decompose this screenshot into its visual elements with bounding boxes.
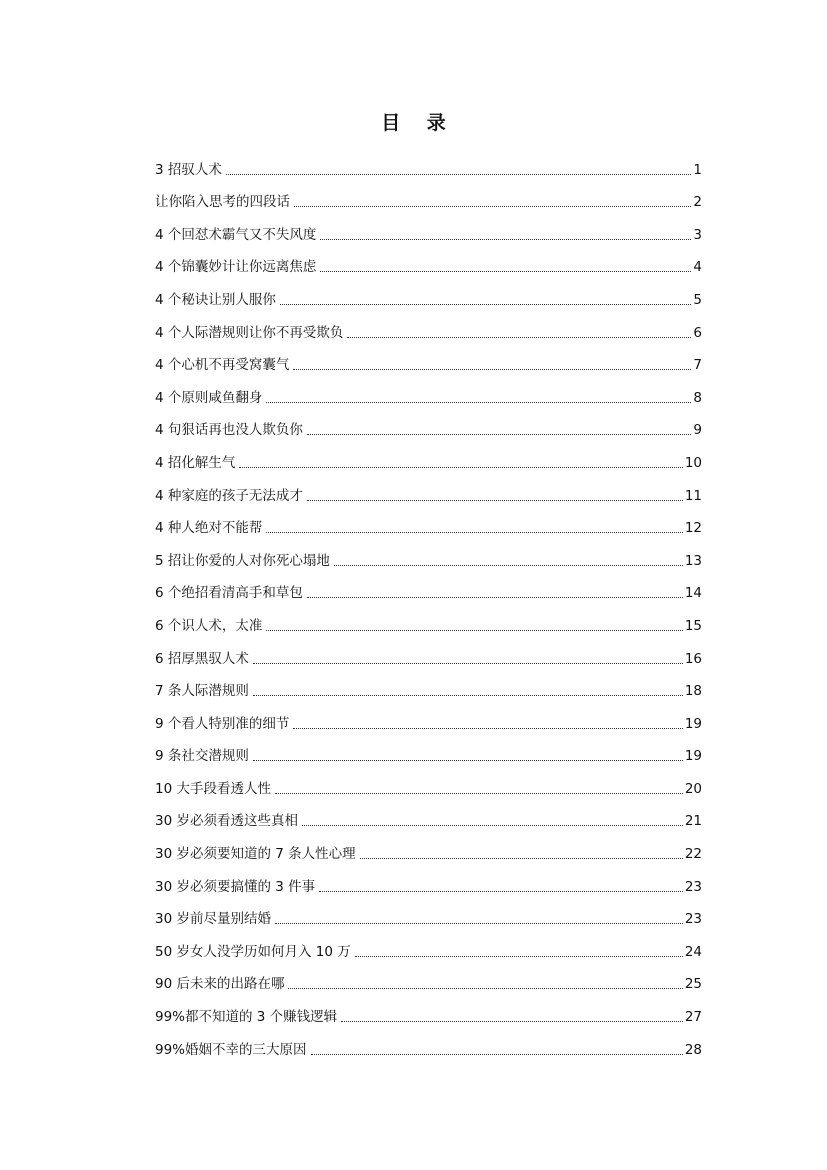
toc-entry-page-number: 27: [684, 1009, 702, 1026]
toc-entry-title: 90 后未来的出路在哪: [155, 976, 285, 993]
toc-entry[interactable]: [155, 604, 702, 637]
toc-entry[interactable]: [155, 832, 702, 865]
toc-entry[interactable]: [155, 539, 702, 572]
toc-entry-page-number: 2: [693, 194, 702, 211]
toc-entry-title: 4 个心机不再受窝囊气: [155, 357, 290, 374]
toc-entry-page-number: 23: [684, 878, 702, 895]
toc-entry-title: 9 个看人特别准的细节: [155, 715, 290, 732]
toc-entry[interactable]: [155, 963, 702, 996]
toc-entry-title: 4 种家庭的孩子无法成才: [155, 487, 303, 504]
toc-dot-leader: [293, 368, 691, 370]
toc-entry-page-number: 28: [684, 1041, 702, 1058]
toc-entry[interactable]: [155, 148, 702, 181]
toc-entry[interactable]: [155, 278, 702, 311]
toc-dot-leader: [294, 205, 691, 207]
toc-dot-leader: [253, 694, 683, 696]
toc-entry[interactable]: [155, 930, 702, 963]
toc-entry[interactable]: [155, 800, 702, 833]
toc-entry-title: 30 岁必须看透这些真相: [155, 813, 298, 830]
toc-entry[interactable]: [155, 409, 702, 442]
toc-entry-page-number: 23: [684, 911, 702, 928]
toc-entry-page-number: 4: [693, 259, 702, 276]
toc-dot-leader: [319, 890, 683, 892]
toc-entry-page-number: 24: [684, 943, 702, 960]
toc-entry-title: 30 岁必须要搞懂的 3 件事: [155, 878, 316, 895]
toc-entry-page-number: 15: [684, 617, 702, 634]
toc-entry-page-number: 8: [693, 389, 702, 406]
toc-dot-leader: [275, 922, 683, 924]
toc-list: [155, 148, 702, 1061]
toc-entry-page-number: 10: [684, 454, 702, 471]
toc-dot-leader: [280, 303, 692, 305]
toc-entry-title: 让你陷入思考的四段话: [155, 194, 290, 211]
toc-dot-leader: [302, 824, 683, 826]
toc-dot-leader: [239, 466, 682, 468]
toc-entry[interactable]: [155, 637, 702, 670]
toc-entry-title: 4 个回怼术霸气又不失风度: [155, 226, 317, 243]
toc-entry-page-number: 25: [684, 976, 702, 993]
toc-entry[interactable]: [155, 1028, 702, 1061]
toc-entry[interactable]: [155, 767, 702, 800]
toc-entry-page-number: 18: [684, 683, 702, 700]
toc-entry[interactable]: [155, 898, 702, 931]
toc-dot-leader: [360, 857, 683, 859]
toc-entry-page-number: 7: [693, 357, 702, 374]
toc-entry-title: 5 招让你爱的人对你死心塌地: [155, 552, 330, 569]
toc-entry[interactable]: [155, 181, 702, 214]
toc-entry-title: 4 个锦囊妙计让你远离焦虑: [155, 259, 317, 276]
toc-entry-page-number: 9: [693, 422, 702, 439]
toc-entry-page-number: 3: [693, 226, 702, 243]
toc-entry-title: 4 句狠话再也没人欺负你: [155, 422, 303, 439]
toc-entry[interactable]: [155, 474, 702, 507]
toc-dot-leader: [266, 401, 691, 403]
toc-entry-page-number: 21: [684, 813, 702, 830]
toc-dot-leader: [355, 955, 683, 957]
toc-entry-page-number: 20: [684, 780, 702, 797]
toc-entry[interactable]: [155, 213, 702, 246]
toc-entry-title: 6 个绝招看清高手和草包: [155, 585, 303, 602]
toc-entry-page-number: 6: [693, 324, 702, 341]
toc-dot-leader: [253, 662, 683, 664]
toc-dot-leader: [275, 792, 683, 794]
toc-entry-title: 4 个人际潜规则让你不再受欺负: [155, 324, 344, 341]
toc-entry[interactable]: [155, 507, 702, 540]
toc-entry-title: 3 招驭人术: [155, 161, 222, 178]
toc-title: 目 录: [381, 112, 456, 134]
toc-entry-title: 99%都不知道的 3 个赚钱逻辑: [155, 1009, 338, 1026]
toc-entry[interactable]: [155, 246, 702, 279]
toc-entry-page-number: 13: [684, 552, 702, 569]
toc-entry-title: 50 岁女人没学历如何月入 10 万: [155, 943, 351, 960]
toc-entry-title: 6 个识人术，太准: [155, 617, 263, 634]
toc-entry[interactable]: [155, 311, 702, 344]
toc-entry-title: 4 种人绝对不能帮: [155, 520, 263, 537]
toc-dot-leader: [288, 987, 682, 989]
toc-dot-leader: [311, 1053, 683, 1055]
toc-entry-title: 30 岁必须要知道的 7 条人性心理: [155, 846, 356, 863]
toc-entry-page-number: 1: [693, 161, 702, 178]
toc-entry-title: 4 个原则咸鱼翻身: [155, 389, 263, 406]
toc-entry-title: 9 条社交潜规则: [155, 748, 249, 765]
toc-entry-title: 30 岁前尽量别结婚: [155, 911, 271, 928]
toc-dot-leader: [320, 238, 691, 240]
toc-entry-page-number: 22: [684, 846, 702, 863]
toc-entry-title: 99%婚姻不幸的三大原因: [155, 1041, 307, 1058]
toc-entry[interactable]: [155, 670, 702, 703]
toc-dot-leader: [320, 270, 691, 272]
toc-entry-page-number: 19: [684, 748, 702, 765]
toc-entry-page-number: 11: [684, 487, 702, 504]
toc-dot-leader: [347, 336, 691, 338]
toc-dot-leader: [341, 1020, 683, 1022]
toc-dot-leader: [266, 531, 682, 533]
toc-entry-title: 10 大手段看透人性: [155, 780, 271, 797]
toc-entry-title: 7 条人际潜规则: [155, 683, 249, 700]
toc-entry-title: 6 招厚黑驭人术: [155, 650, 249, 667]
toc-entry-title: 4 招化解生气: [155, 454, 236, 471]
toc-dot-leader: [334, 564, 683, 566]
toc-entry[interactable]: [155, 865, 702, 898]
toc-entry-page-number: 19: [684, 715, 702, 732]
toc-entry-page-number: 5: [693, 291, 702, 308]
toc-entry-title: 4 个秘诀让别人服你: [155, 291, 276, 308]
toc-dot-leader: [307, 433, 692, 435]
toc-dot-leader: [226, 173, 692, 175]
toc-entry[interactable]: [155, 376, 702, 409]
toc-entry-page-number: 14: [684, 585, 702, 602]
toc-dot-leader: [307, 499, 683, 501]
toc-entry-page-number: 12: [684, 520, 702, 537]
toc-dot-leader: [293, 727, 682, 729]
toc-entry[interactable]: [155, 735, 702, 768]
toc-entry[interactable]: [155, 441, 702, 474]
toc-entry[interactable]: [155, 995, 702, 1028]
toc-dot-leader: [266, 629, 682, 631]
toc-dot-leader: [307, 596, 683, 598]
toc-entry[interactable]: [155, 572, 702, 605]
toc-entry-page-number: 16: [684, 650, 702, 667]
toc-entry[interactable]: [155, 702, 702, 735]
toc-entry[interactable]: [155, 344, 702, 377]
toc-dot-leader: [253, 759, 683, 761]
